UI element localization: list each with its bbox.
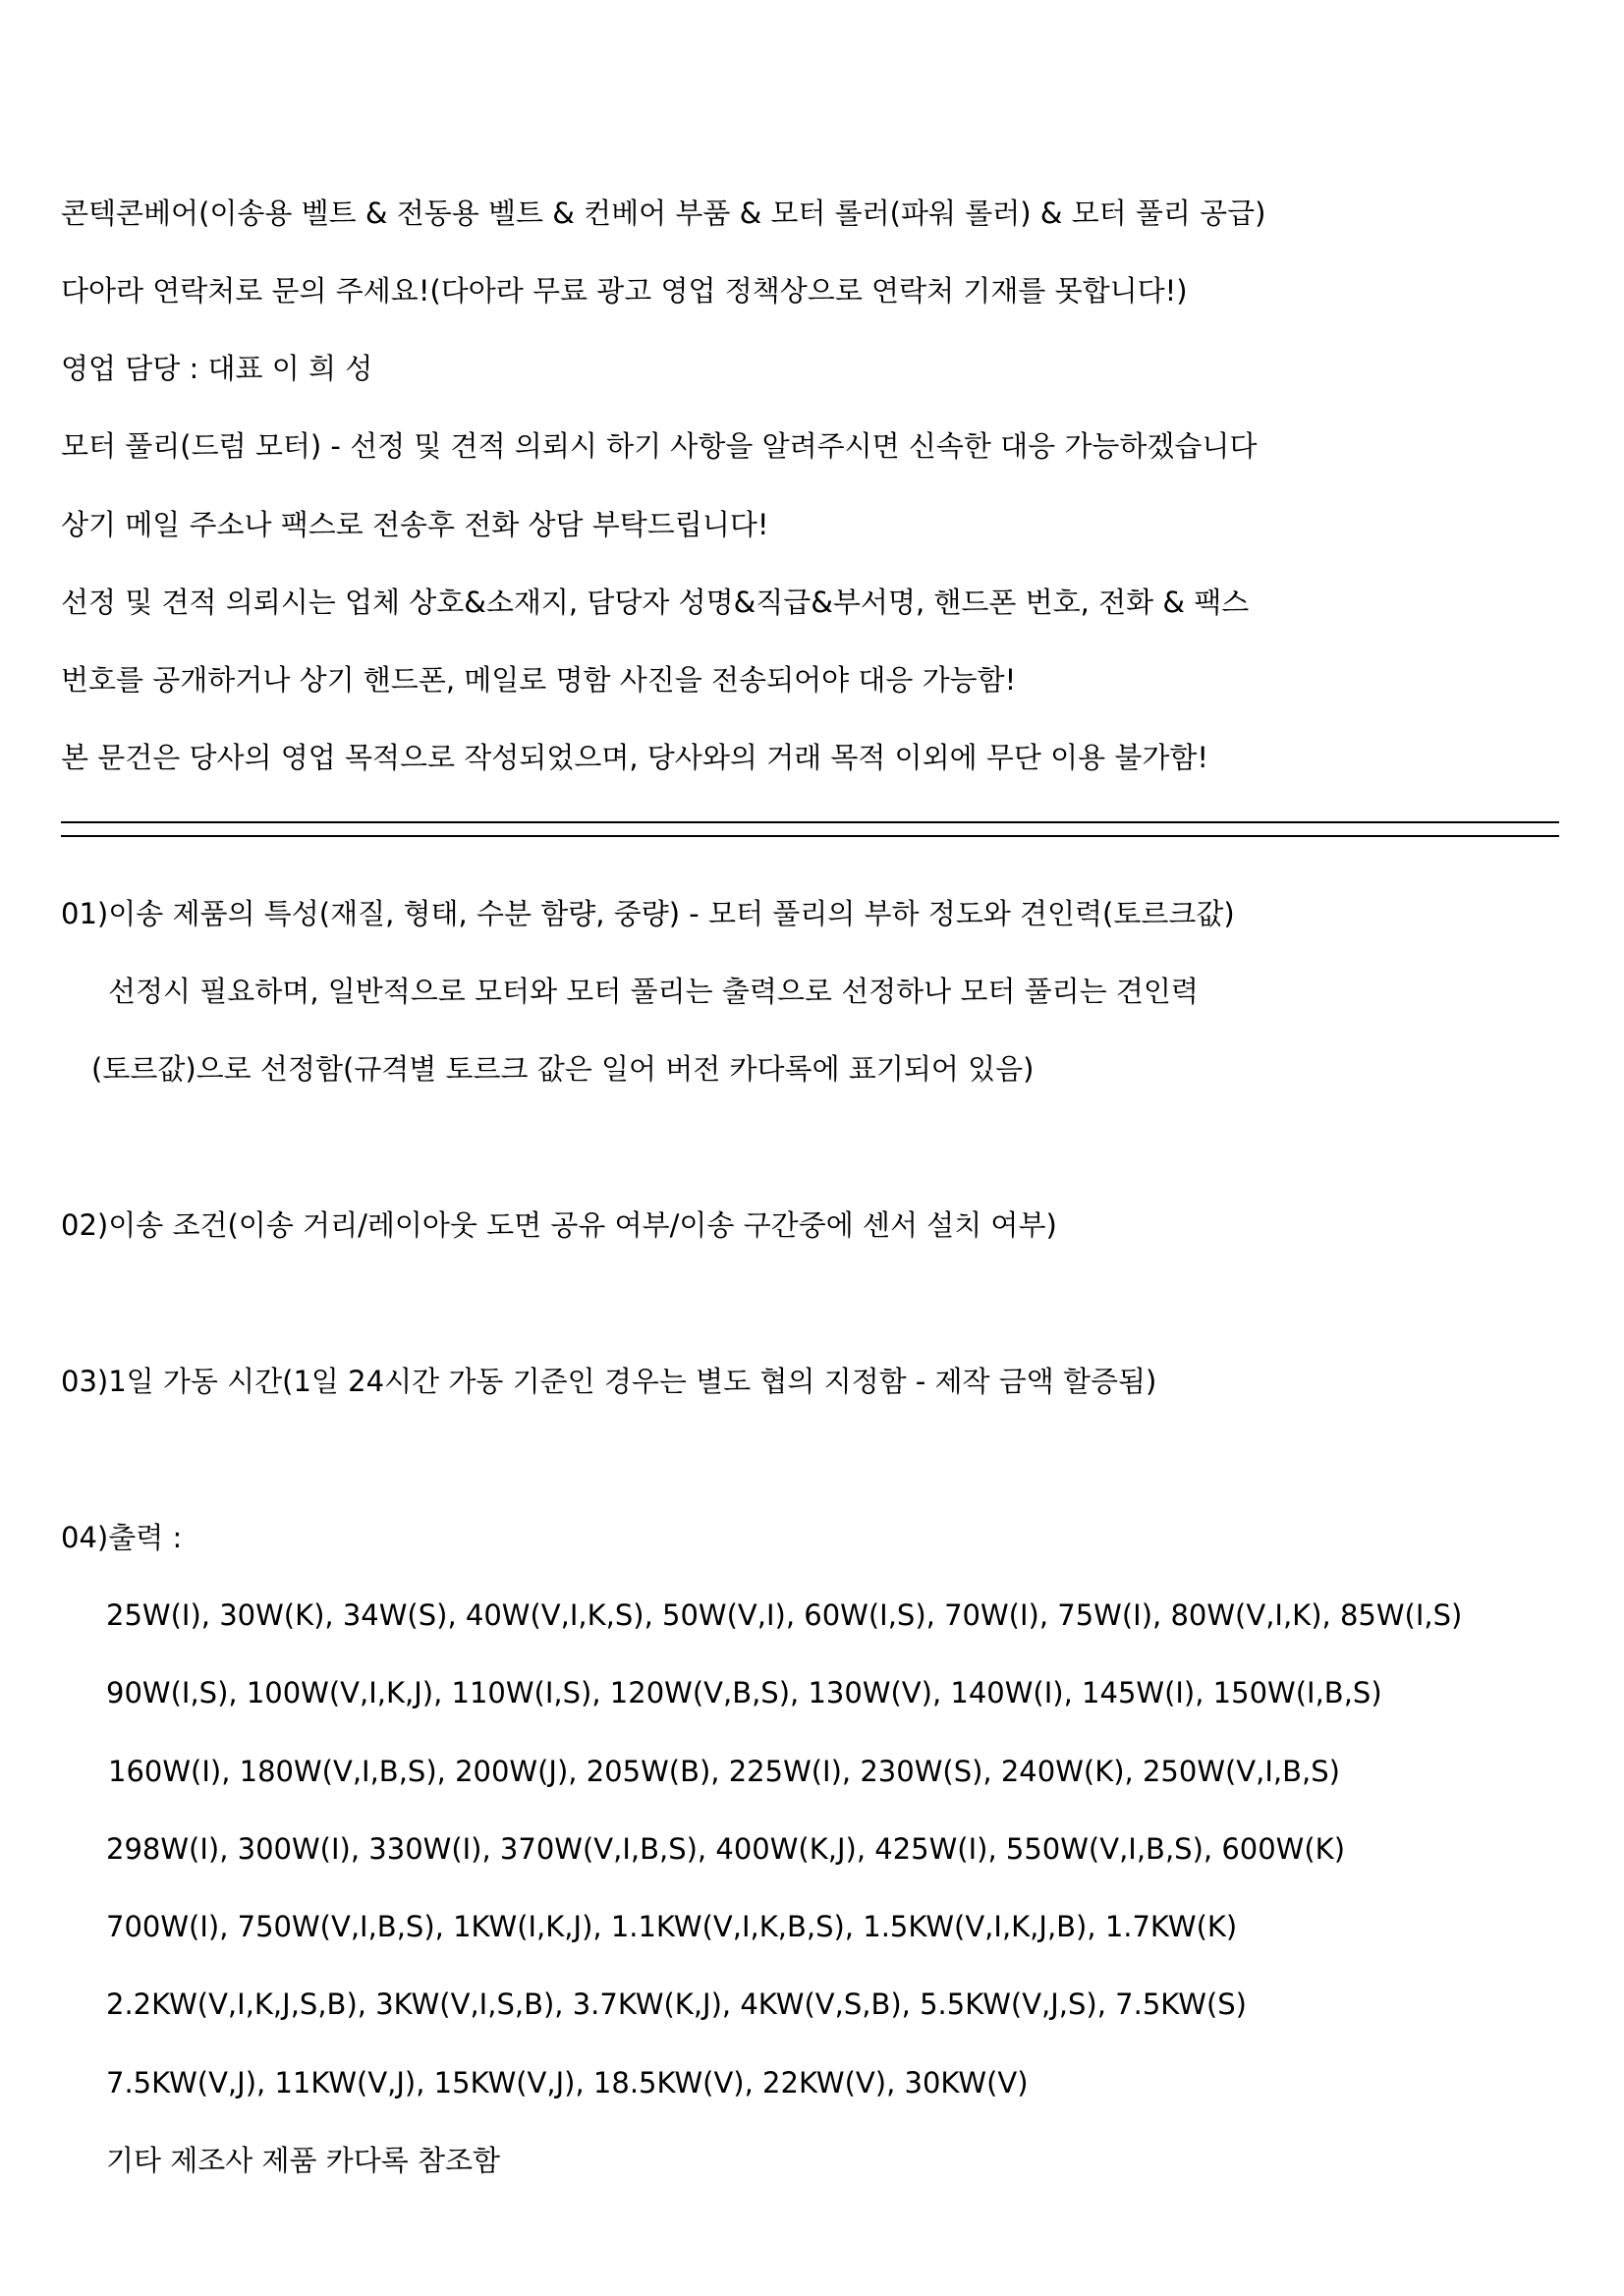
footer-note: 기타 제조사 제품 카다록 참조함 (106, 2144, 501, 2177)
intro-line-contact-note: 다아라 연락처로 문의 주세요!(다아라 무료 광고 영업 정책상으로 연락처 기재를 못합니다!) (61, 274, 1188, 308)
separator-line (61, 821, 1559, 837)
intro-line-requirements-cont: 번호를 공개하거나 상기 핸드폰, 메일로 명함 사진을 전송되어야 대응 가능함! (61, 663, 1017, 697)
item01-heading: 01)이송 제품의 특성(재질, 형태, 수분 함량, 중량) - 모터 풀리의 부하 정도와 견인력(토르크값) (61, 897, 1235, 930)
item04-heading: 04)출력 : (61, 1521, 183, 1554)
intro-line-request-info: 모터 풀리(드럼 모터) - 선정 및 견적 의뢰시 하기 사항을 알려주시면 신속한 대응 가능하겠습니다 (61, 429, 1258, 463)
intro-line-consult: 상기 메일 주소나 팩스로 전송후 전화 상담 부탁드립니다! (61, 508, 769, 541)
intro-line-usage-notice: 본 문건은 당사의 영업 목적으로 작성되었으며, 당사와의 거래 목적 이외에 무단 이용 불가함! (61, 741, 1208, 774)
output-list-line-5: 700W(I), 750W(V,I,B,S), 1KW(I,K,J), 1.1KW(V,I,K,B,S), 1.5KW(V,I,K,J,B), 1.7KW(K) (106, 1910, 1238, 1943)
output-list-line-4: 298W(I), 300W(I), 330W(I), 370W(V,I,B,S), 400W(K,J), 425W(I), 550W(V,I,B,S), 600W(K) (106, 1832, 1346, 1866)
intro-line-requirements: 선정 및 견적 의뢰시는 업체 상호&소재지, 담당자 성명&직급&부서명, 핸드폰 번호, 전화 & 팩스 (61, 586, 1250, 619)
output-list-line-7: 7.5KW(V,J), 11KW(V,J), 15KW(V,J), 18.5KW(V), 22KW(V), 30KW(V) (106, 2066, 1029, 2100)
output-list-line-2: 90W(I,S), 100W(V,I,K,J), 110W(I,S), 120W(V,B,S), 130W(V), 140W(I), 145W(I), 150W(I,B,S) (106, 1676, 1382, 1709)
intro-line-sales-rep: 영업 담당 : 대표 이 희 성 (61, 352, 373, 385)
item02-heading: 02)이송 조건(이송 거리/레이아웃 도면 공유 여부/이송 구간중에 센서 설치 여부) (61, 1208, 1057, 1242)
intro-line-supplier: 콘텍콘베어(이송용 벨트 & 전동용 벨트 & 컨베어 부품 & 모터 롤러(파워 롤러) & 모터 풀리 공급) (61, 196, 1266, 230)
item01-line-3: (토르값)으로 선정함(규격별 토르크 값은 일어 버전 카다록에 표기되어 있음) (91, 1052, 1035, 1086)
item01-line-2: 선정시 필요하며, 일반적으로 모터와 모터 풀리는 출력으로 선정하나 모터 풀리는 견인력 (108, 975, 1199, 1008)
output-list-line-3: 160W(I), 180W(V,I,B,S), 200W(J), 205W(B), 225W(I), 230W(S), 240W(K), 250W(V,I,B,S) (108, 1755, 1340, 1788)
output-list-line-1: 25W(I), 30W(K), 34W(S), 40W(V,I,K,S), 50W(V,I), 60W(I,S), 70W(I), 75W(I), 80W(V,I,K), 85W(I,S) (106, 1598, 1463, 1632)
output-list-line-6: 2.2KW(V,I,K,J,S,B), 3KW(V,I,S,B), 3.7KW(K,J), 4KW(V,S,B), 5.5KW(V,J,S), 7.5KW(S) (106, 1988, 1247, 2021)
item03-heading: 03)1일 가동 시간(1일 24시간 가동 기준인 경우는 별도 협의 지정함 - 제작 금액 할증됨) (61, 1365, 1157, 1398)
